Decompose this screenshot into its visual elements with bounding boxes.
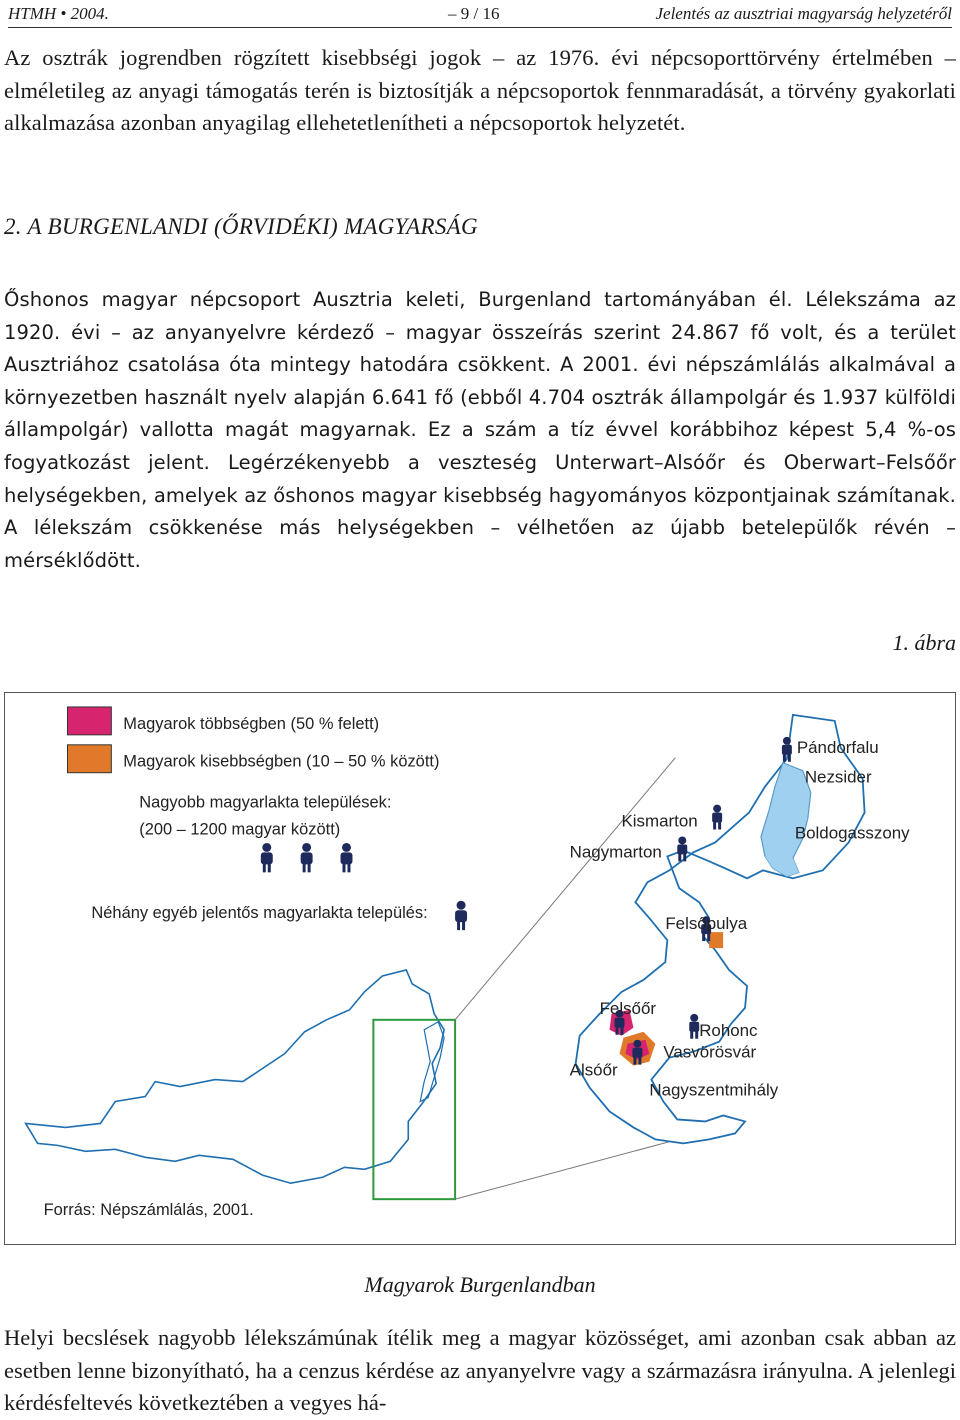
legend-majority-swatch xyxy=(67,707,111,735)
burgenland-map xyxy=(4,692,956,1245)
label-felsoor: Felsőőr xyxy=(599,998,657,1018)
legend-majority-label: Magyarok többségben (50 % felett) xyxy=(123,714,380,733)
legend-person-icons xyxy=(261,843,353,872)
label-nagymarton: Nagymarton xyxy=(569,842,662,862)
label-nagyszentmihaly: Nagyszentmihály xyxy=(649,1080,779,1100)
felsopulya-minority-area xyxy=(709,932,723,948)
label-felsopulya: Felsőpulya xyxy=(665,914,748,934)
header-report-title: Jelentés az ausztriai magyarság helyzetéről xyxy=(655,4,952,23)
legend-larger-label: Nagyobb magyarlakta települések: xyxy=(139,793,392,812)
legend-larger-range: (200 – 1200 magyar között) xyxy=(139,820,341,839)
figure-label: 1. ábra xyxy=(892,630,956,655)
label-rohonc: Rohonc xyxy=(699,1020,758,1040)
label-vasvorosvar: Vasvörösvár xyxy=(663,1042,757,1062)
label-alsoor: Alsóőr xyxy=(569,1060,618,1080)
figure-caption: Magyarok Burgenlandban xyxy=(364,1272,596,1297)
legend-other-label: Néhány egyéb jelentős magyarlakta település: xyxy=(91,904,428,923)
section-title: 2. A BURGENLANDI (ŐRVIDÉKI) MAGYARSÁG xyxy=(4,214,478,239)
map-svg xyxy=(5,693,955,1244)
label-nezsider: Nezsider xyxy=(804,767,872,787)
paragraph-minority-rights: Az osztrák jogrendben rögzített kisebbségi jogok – az 1976. évi népcsoporttörvény értelmében – elméletileg az anyagi támogatás terén is biztosítják a népcsoportok fennmaradását, a törvény gyakorlati alkalmazása azonban anyagilag ellehetetlenítheti a népcsoportok helyzetét. xyxy=(4,45,956,136)
header-rule xyxy=(8,27,952,28)
paragraph-burgenland: Őshonos magyar népcsoport Ausztria keleti, Burgenland tartományában él. Lélekszáma az 1920. évi – az anyanyelvre kérdező – magyar összeírás szerint 24.867 fő volt, és a terület Ausztriához csatolása óta mintegy hatodára csökkent. A 2001. évi népszámlálás alkalmával a környezetben használt nyelv alapján 6.641 fő (ebből 4.704 osztrák állampolgár és 1.937 külföldi állampolgár) vallotta magát magyarnak. Ez a szám a tíz évvel korábbihoz képest 5,4 %-os fogyatkozást jelent. Legérzékenyebb a veszteség Unterwart–Alsóőr és Oberwart–Felsőőr helységekben, amelyek az őshonos magyar kisebbség hagyományos központjainak számítanak. A lélekszám csökkenése más helységekben – vélhetően az újabb betelepülők révén – mérséklődött. xyxy=(4,288,956,572)
legend-other-person-icon xyxy=(455,901,467,930)
legend-minority-swatch xyxy=(67,745,111,773)
page-header xyxy=(4,2,956,28)
austria-outline xyxy=(26,970,444,1183)
header-page-number: – 9 / 16 xyxy=(448,4,500,23)
label-kismarton: Kismarton xyxy=(621,811,698,831)
paragraph-local-estimates: Helyi becslések nagyobb lélekszámúnak ítélik meg a magyar közösséget, ami azonban csak abban az esetben lenne bizonyítható, ha a cenzus kérdése az anyanyelvre vagy a származásra irányulna. A jelenlegi kérdésfeltevés következtében a vegyes há- xyxy=(4,1325,956,1416)
map-source-note: Forrás: Népszámlálás, 2001. xyxy=(43,1201,254,1220)
header-journal: HTMH • 2004. xyxy=(8,4,109,23)
legend-minority-label: Magyarok kisebbségben (10 – 50 % között) xyxy=(123,752,440,771)
label-boldogasszony: Boldogasszony xyxy=(794,823,910,843)
label-pandorfalu: Pándorfalu xyxy=(796,737,879,757)
